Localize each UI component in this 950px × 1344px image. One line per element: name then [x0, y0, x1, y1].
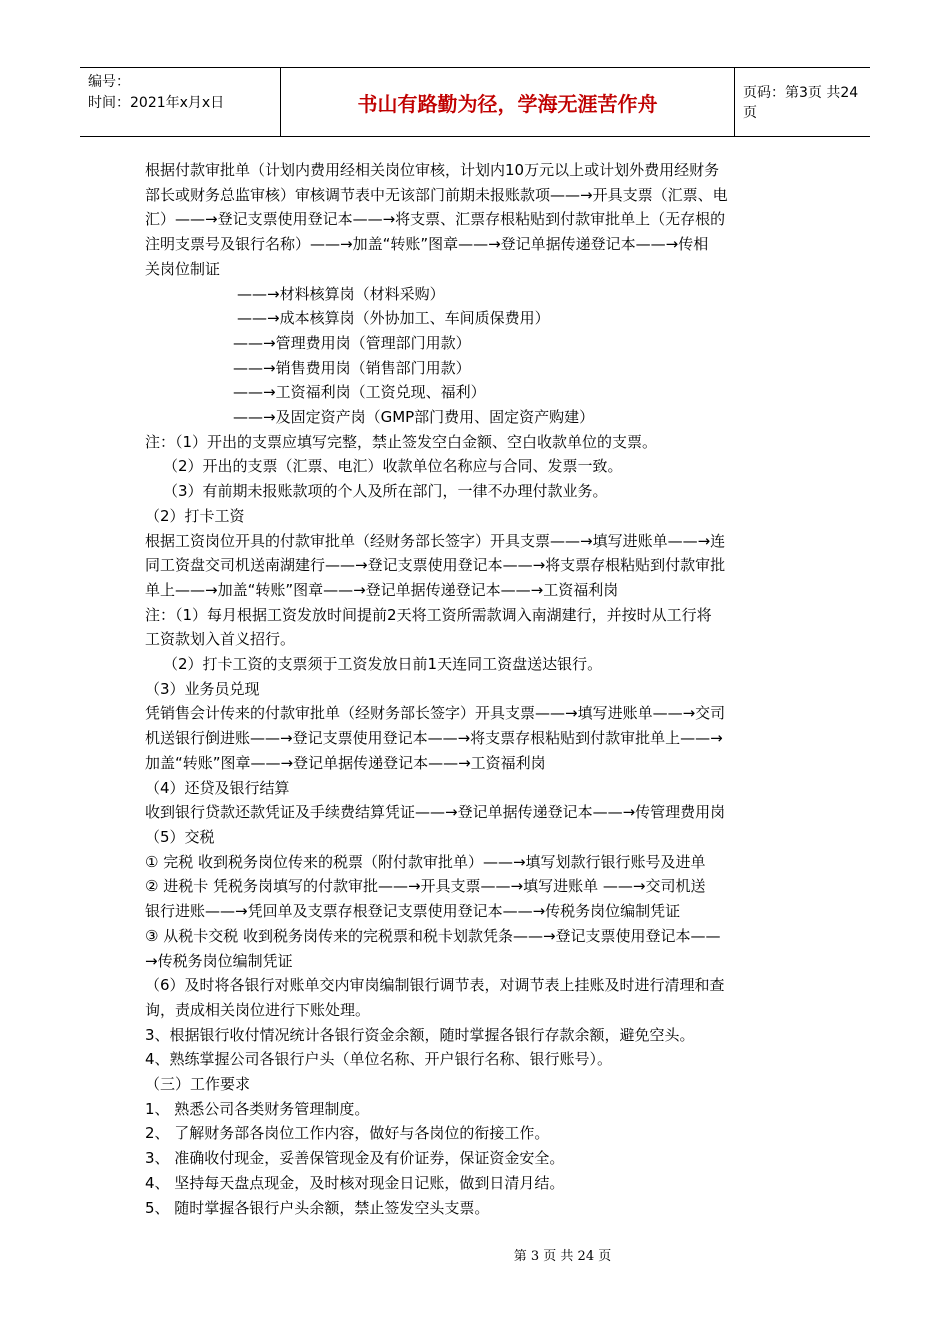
- body-line: 3、根据银行收付情况统计各银行资金余额，随时掌握各银行存款余额，避免空头。: [145, 1025, 695, 1044]
- page-footer: 第 3 页 共 24 页: [513, 1249, 612, 1264]
- body-line: ——→材料核算岗（材料采购）: [237, 284, 445, 303]
- body-line: 单上——→加盖“转账”图章——→登记单据传递登记本——→工资福利岗: [145, 580, 619, 599]
- body-line: 2、 了解财务部各岗位工作内容，做好与各岗位的衔接工作。: [145, 1124, 550, 1143]
- body-line: （三）工作要求: [145, 1075, 251, 1094]
- body-line: ——→工资福利岗（工资兑现、福利）: [233, 383, 486, 402]
- body-line: 询，责成相关岗位进行下账处理。: [145, 1000, 371, 1019]
- body-line: 汇）——→登记支票使用登记本——→将支票、汇票存根粘贴到付款审批单上（无存根的: [145, 210, 726, 229]
- body-line: 收到银行贷款还款凭证及手续费结算凭证——→登记单据传递登记本——→传管理费用岗: [145, 803, 726, 822]
- body-line: ① 完税 收到税务岗位传来的税票（附付款审批单）——→填写划款行银行账号及进单: [145, 852, 706, 871]
- body-line: 注：（1）每月根据工资发放时间提前2天将工资所需款调入南湖建行，并按时从工行将: [145, 605, 712, 624]
- body-line: 加盖“转账”图章——→登记单据传递登记本——→工资福利岗: [145, 753, 546, 772]
- body-line: 同工资盘交司机送南湖建行——→登记支票使用登记本——→将支票存根粘贴到付款审批: [145, 556, 726, 575]
- body-line: 银行进账——→凭回单及支票存根登记支票使用登记本——→传税务岗位编制凭证: [145, 902, 681, 921]
- body-line: 4、 坚持每天盘点现金，及时核对现金日记账，做到日清月结。: [145, 1173, 565, 1192]
- body-line: 注：（1）开出的支票应填写完整，禁止签发空白金额、空白收款单位的支票。: [145, 432, 658, 451]
- body-line: 凭销售会计传来的付款审批单（经财务部长签字）开具支票——→填写进账单——→交司: [145, 704, 726, 723]
- body-line: （2）开出的支票（汇票、电汇）收款单位名称应与合同、发票一致。: [163, 457, 623, 476]
- body-line: （3）有前期未报账款项的个人及所在部门，一律不办理付款业务。: [163, 482, 608, 501]
- body-line: （6）及时将各银行对账单交内审岗编制银行调节表，对调节表上挂账及时进行清理和查: [145, 976, 725, 995]
- document-number-label: 编号：: [88, 74, 130, 90]
- body-line: （2）打卡工资: [145, 506, 245, 525]
- body-line: 机送银行倒进账——→登记支票使用登记本——→将支票存根粘贴到付款审批单上——→: [145, 729, 723, 748]
- body-line: 根据工资岗位开具的付款审批单（经财务部长签字）开具支票——→填写进账单——→连: [145, 531, 726, 550]
- body-line: 根据付款审批单（计划内费用经相关岗位审核，计划内10万元以上或计划外费用经财务: [145, 161, 720, 179]
- body-line: →传税务岗位编制凭证: [145, 951, 293, 970]
- body-line: ③ 从税卡交税 收到税务岗传来的完税票和税卡划款凭条——→登记支票使用登记本——: [145, 926, 721, 945]
- body-line: ② 进税卡 凭税务岗填写的付款审批——→开具支票——→填写进账单 ——→交司机送: [145, 877, 706, 896]
- header-meta: [80, 68, 280, 136]
- body-line: 注明支票号及银行名称）——→加盖“转账”图章——→登记单据传递登记本——→传相: [145, 235, 709, 254]
- body-line: ——→及固定资产岗（GMP部门费用、固定资产购建）: [233, 408, 595, 427]
- body-line: 工资款划入首义招行。: [145, 630, 296, 649]
- body-line: ——→成本核算岗（外协加工、车间质保费用）: [237, 309, 550, 328]
- page-header: [80, 67, 870, 137]
- body-line: （2）打卡工资的支票须于工资发放日前1天连同工资盘送达银行。: [163, 655, 603, 674]
- body-line: （4）还贷及银行结算: [145, 778, 290, 797]
- document-body: [145, 158, 810, 1220]
- body-line: ——→管理费用岗（管理部门用款）: [233, 333, 471, 352]
- body-line: （5）交税: [145, 827, 215, 846]
- header-page-info: 页码：第3页 共24页: [743, 85, 859, 121]
- body-line: 部长或财务总监审核）审核调节表中无该部门前期未报账款项——→开具支票（汇票、电: [145, 185, 728, 204]
- body-line: 1、 熟悉公司各类财务管理制度。: [145, 1099, 370, 1118]
- body-line: （3）业务员兑现: [145, 679, 260, 698]
- header-motto: 书山有路勤为径，学海无涯苦作舟: [280, 68, 735, 136]
- body-line: ——→销售费用岗（销售部门用款）: [233, 358, 471, 377]
- body-line: 3、 准确收付现金，妥善保管现金及有价证券，保证资金安全。: [145, 1149, 565, 1168]
- body-line: 5、 随时掌握各银行户头余额，禁止签发空头支票。: [145, 1198, 490, 1217]
- body-line: 关岗位制证: [145, 259, 221, 278]
- body-line: 4、熟练掌握公司各银行户头（单位名称、开户银行名称、银行账号）。: [145, 1050, 613, 1069]
- document-date: 时间：2021年x月x日: [88, 95, 225, 111]
